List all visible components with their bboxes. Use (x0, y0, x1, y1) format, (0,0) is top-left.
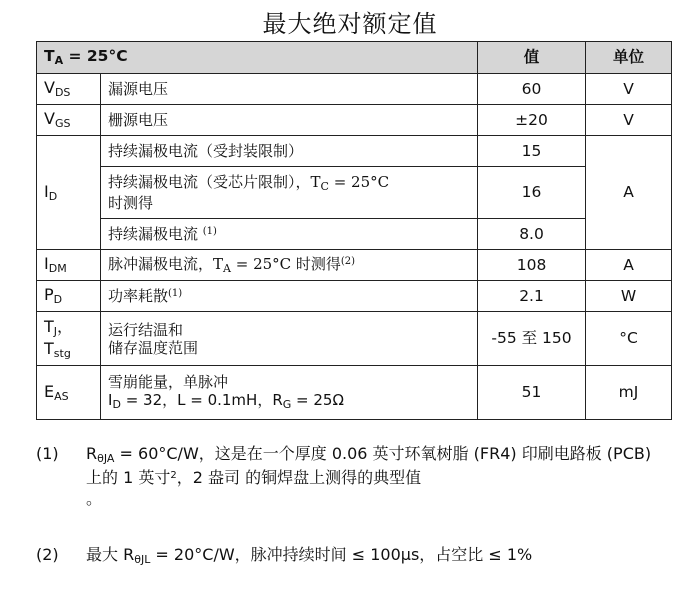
unit-cell: A (586, 136, 672, 250)
value-cell: 16 (478, 167, 586, 219)
symbol-cell: $V_{GS}$ (37, 105, 101, 136)
value-cell: 51 (478, 366, 586, 420)
unit-cell: V (586, 105, 672, 136)
symbol-cell: $T_J$， $T_{stg}$ (37, 312, 101, 366)
value-cell: ±20 (478, 105, 586, 136)
table-row (37, 366, 672, 420)
footnote-1 (36, 443, 671, 509)
value-header: 值 (478, 42, 586, 74)
table-row (37, 281, 672, 312)
footnote-text: $R_{\theta JA} = 60^\circ C/W$，这是在一个厚度 0.06 英寸环氧树脂 (FR4) 印刷电路板 (PCB) 上的 1 英寸$^2$，2 盎司 的铜焊盘上测得的典型值 。 (86, 444, 652, 508)
table-row (37, 74, 672, 105)
symbol-cell: $E_{AS}$ (37, 366, 101, 420)
unit-cell: mJ (586, 366, 672, 420)
page-title: 最大绝对额定值 (262, 10, 438, 38)
symbol-cell: $I_D$ (37, 136, 101, 250)
value-cell: 15 (478, 136, 586, 167)
unit-cell: V (586, 74, 672, 105)
symbol-cell: $I_{DM}$ (37, 250, 101, 281)
unit-cell: W (586, 281, 672, 312)
value-cell: 60 (478, 74, 586, 105)
value-cell: 2.1 (478, 281, 586, 312)
symbol-cell: $V_{DS}$ (37, 74, 101, 105)
parameter-cell: 栅源电压 (101, 105, 478, 136)
footnote-text: 最大 $R_{\theta JL} = 20^\circ C/W$，脉冲持续时间 ≤ 100μs，占空比 ≤ 1% (86, 545, 533, 566)
parameter-cell: 持续漏极电流（受封装限制） (101, 136, 478, 167)
unit-cell: A (586, 250, 672, 281)
table-row (37, 167, 672, 219)
table-row (37, 312, 672, 366)
parameter-cell: 功率耗散$^{(1)}$ (101, 281, 478, 312)
parameter-cell: 雪崩能量，单脉冲 $I_D = 32$，L = 0.1mH，$R_G = 25\Omega$ (101, 366, 478, 420)
parameter-cell: 脉冲漏极电流，$T_A = 25^\circ C$ 时测得$^{(2)}$ (101, 250, 478, 281)
parameter-cell: 持续漏极电流 $^{(1)}$ (101, 219, 478, 250)
value-cell: 108 (478, 250, 586, 281)
symbol-cell: $P_D$ (37, 281, 101, 312)
absolute-max-ratings-table (36, 41, 672, 420)
condition-header: $T_A = 25^\circ C$ (37, 42, 478, 74)
table-row (37, 219, 672, 250)
value-cell: 8.0 (478, 219, 586, 250)
parameter-cell: 漏源电压 (101, 74, 478, 105)
table-row (37, 250, 672, 281)
table-header-row (37, 42, 672, 74)
unit-cell: °C (586, 312, 672, 366)
parameter-cell: 运行结温和 储存温度范围 (101, 312, 478, 366)
footnote-number: (1) (36, 444, 59, 463)
table-row (37, 136, 672, 167)
footnote-number: (2) (36, 545, 59, 564)
footnote-2 (36, 544, 671, 568)
table-row (37, 105, 672, 136)
parameter-cell: 持续漏极电流（受芯片限制），$T_C = 25^\circ C$ 时测得 (101, 167, 478, 219)
unit-header: 单位 (586, 42, 672, 74)
value-cell: -55 至 150 (478, 312, 586, 366)
